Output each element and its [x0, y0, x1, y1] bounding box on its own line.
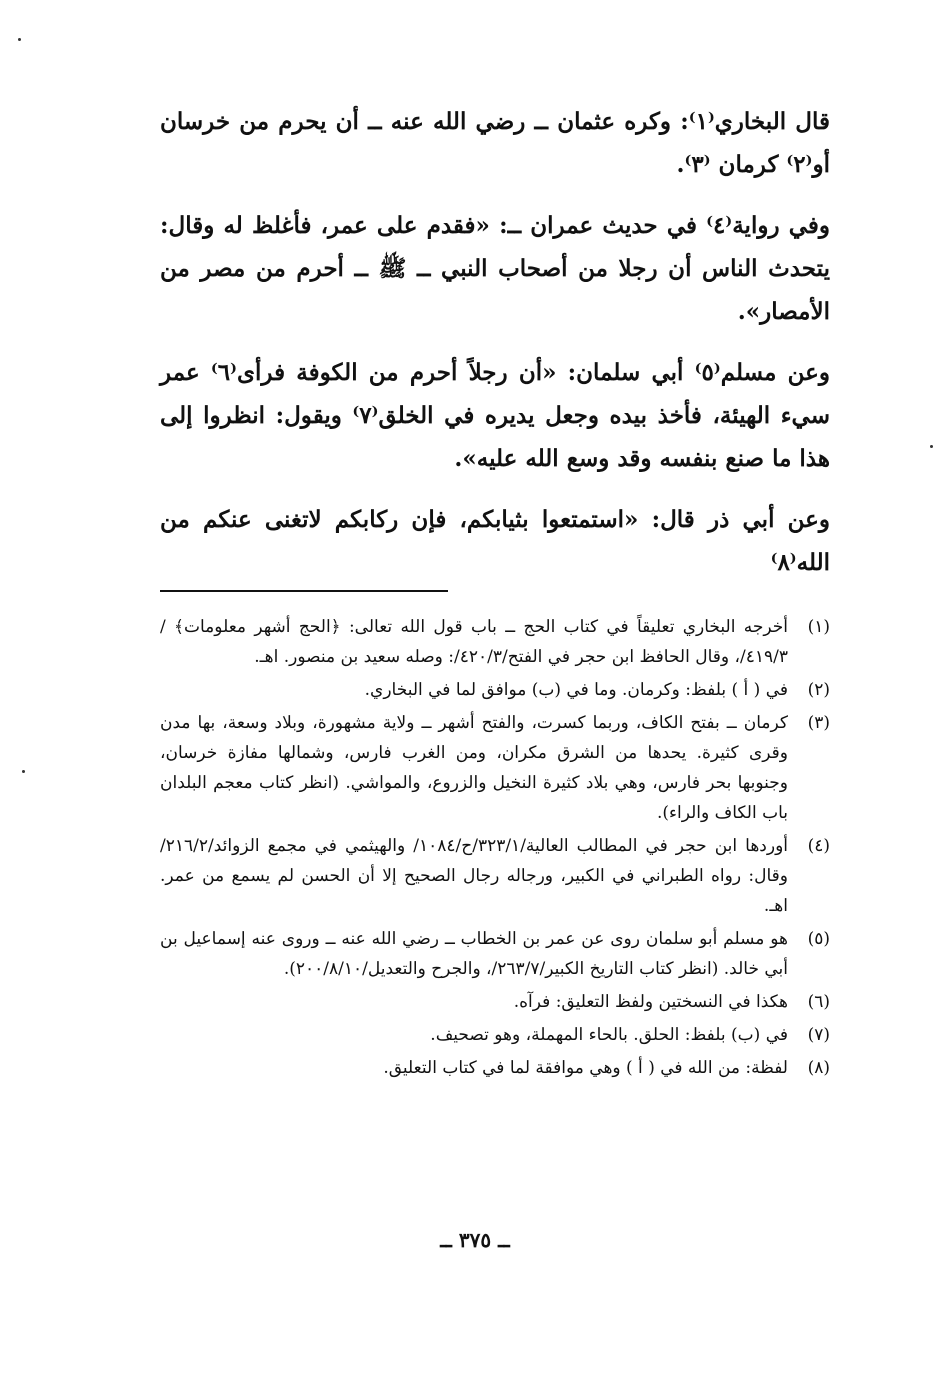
footnote-number: (٧) [807, 1025, 830, 1045]
footnote-number: (١) [807, 617, 830, 637]
footnote-text: في ( أ ) بلفظ: وكرمان. وما في (ب) موافق لما في البخاري. [364, 680, 788, 700]
footnote-number: (٥) [807, 929, 830, 949]
page-body [160, 100, 830, 1086]
footnote-text: هكذا في النسختين ولفظ التعليق: فرآه. [513, 992, 788, 1012]
footnote-item [160, 1053, 830, 1083]
footnote-number: (٢) [807, 680, 830, 700]
scan-speck [18, 38, 21, 41]
footnote-number: (٣) [807, 713, 830, 733]
footnote-item [160, 924, 830, 984]
main-paragraph: قال البخاري⁽١⁾: وكره عثمان ــ رضي الله عنه ــ أن يحرم من خرسان أو⁽٢⁾ كرمان ⁽٣⁾. [160, 108, 830, 178]
footnote-number: (٦) [807, 992, 830, 1012]
page-number: ــ ٣٧٥ ــ [440, 1228, 510, 1252]
scan-speck [22, 770, 25, 773]
footnote-text: أخرجه البخاري تعليقاً في كتاب الحج ــ باب قول الله تعالى: ﴿الحج أشهر معلومات﴾ /٤١٩/٣/، وقال الحافظ ابن حجر في الفتح/٤٢٠/٣/: وصله سعيد بن منصور. اهـ. [160, 617, 788, 667]
footnote-item [160, 708, 830, 828]
footnote-number: (٤) [807, 836, 830, 856]
footnote-text: في (ب) بلفظ: الحلق. بالحاء المهملة، وهو تصحيف. [430, 1025, 788, 1045]
main-paragraph: وفي رواية⁽٤⁾ في حديث عمران ــ: «فقدم على عمر، فأغلظ له وقال: يتحدث الناس أن رجلا من أصحاب النبي ــ ﷺ ــ أحرم من مصر من الأمصار». [160, 212, 831, 325]
footnote-number: (٨) [807, 1058, 830, 1078]
footnote-text: هو مسلم أبو سلمان روى عن عمر بن الخطاب ــ رضي الله عنه ــ وروى عنه إسماعيل بن أبي خالد. (انظر كتاب التاريخ الكبير/٢٦٣/٧/، والجرح والتعديل/٢٠٠/٨/١٠). [160, 929, 788, 979]
footnote-item [160, 831, 830, 921]
footnote-text: لفظة: من الله في ( أ ) وهي موافقة لما في كتاب التعليق. [383, 1058, 788, 1078]
main-paragraph: وعن أبي ذر قال: «استمتعوا بثيابكم، فإن ركابكم لاتغنى عنكم من الله⁽٨⁾ [160, 506, 830, 576]
footnote-item [160, 675, 830, 705]
scan-speck [930, 445, 933, 448]
footnote-text: كرمان ــ بفتح الكاف، وربما كسرت، والفتح أشهر ــ ولاية مشهورة، وبلاد وسعة، بها مدن وقرى كثيرة. يحدها من الشرق مكران، ومن الغرب فارس، وشمالها مفازة خرسان، وجنوبها بحر فارس، وهي بلاد كثيرة النخيل والزروع، والمواشي. (انظر كتاب معجم البلدان باب الكاف والراء). [160, 713, 788, 823]
footnotes [160, 612, 830, 1083]
main-paragraph: وعن مسلم⁽٥⁾ أبي سلمان: «أن رجلاً أحرم من الكوفة فرأى⁽٦⁾ عمر سيء الهيئة، فأخذ بيده وجعل يديره في الخلق⁽٧⁾ ويقول: انظروا إلى هذا ما صنع بنفسه وقد وسع الله عليه». [160, 359, 831, 472]
footnote-item [160, 1020, 830, 1050]
footnote-item [160, 987, 830, 1017]
footnote-separator [160, 590, 448, 592]
footnote-text: أوردها ابن حجر في المطالب العالية/٣٢٣/١/ح/١٠٨٤/ والهيثمي في مجمع الزوائد/٢١٦/٢/ وقال: رواه الطبراني في الكبير، ورجاله رجال الصحيح إلا أن الحسن لم يسمع من عمر. اهـ. [160, 836, 788, 916]
footnote-item [160, 612, 830, 672]
